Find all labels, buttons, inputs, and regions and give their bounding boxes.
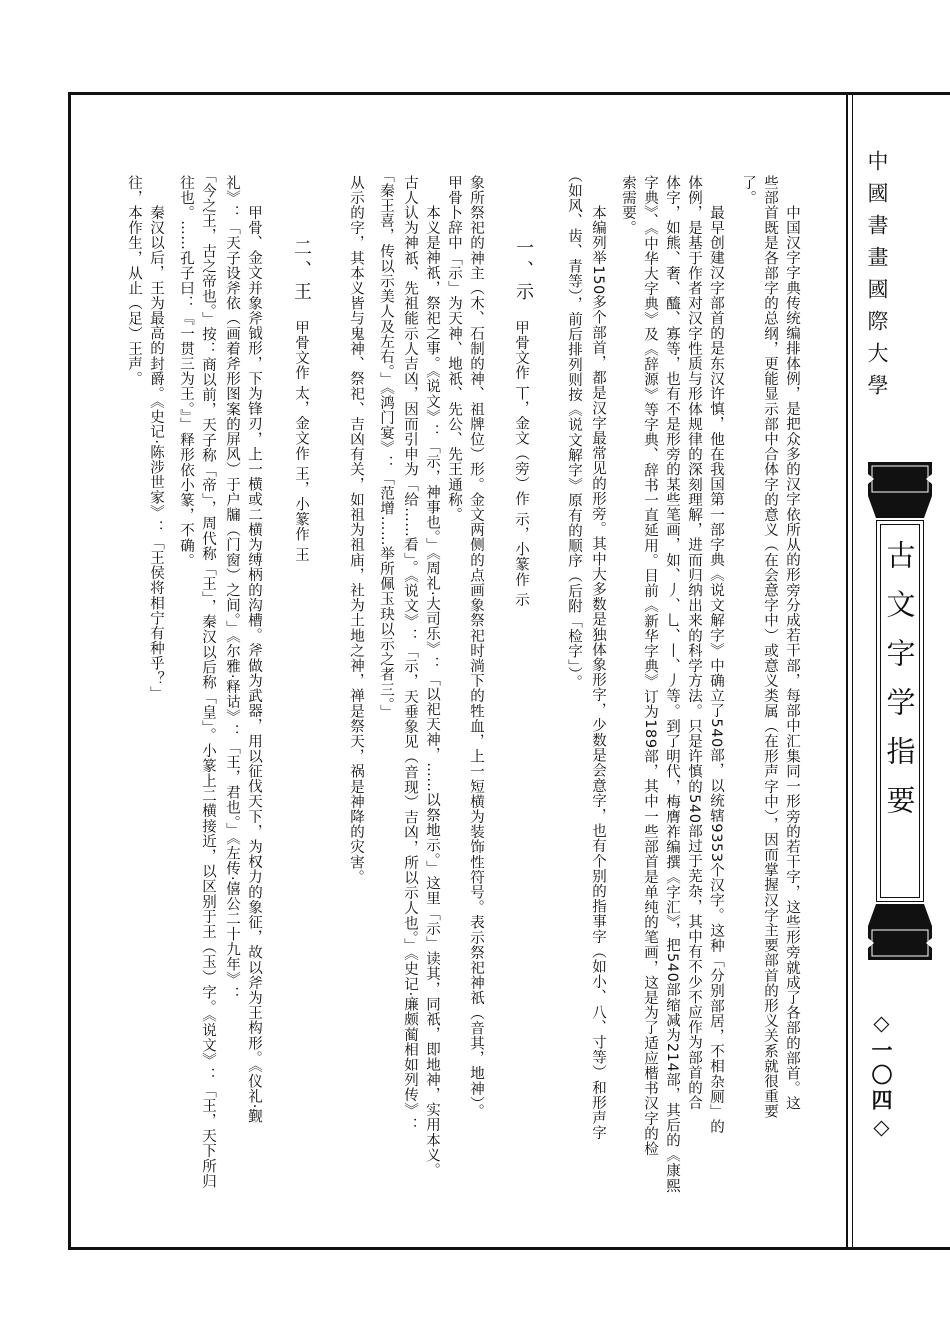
section-heading-wang: 二、王 xyxy=(291,238,312,304)
section1-line-1: 象所祭祀的神主（木、石制的神、祖牌位）形。金文两侧的点画象祭祀时淌下的牲血，上一短横为装饰性符号。表示祭祀神祇（音其，地神）。 xyxy=(468,175,484,1120)
section1-line-6: 从示的字，其本义皆与鬼神、祭祀、吉凶有关，如祖为祖庙，社为土地之神，禅是祭天，祸是神降的灾害。 xyxy=(348,175,364,885)
section2-line-3: 「今之王，古之帝也。」按：商以前，天子称「帝」，周代称「王」，秦汉以后称「皇」。小篆上二横接近，以区别于王（玉）字。《说文》：「王，天下所归 xyxy=(200,168,216,1189)
intro-line-7: 字典》、《中华大字典》及《辞源》等字典、辞书一直延用。目前《新华字典》订为189部，其中一些部首是单纯的笔画，这是为了适应楷书汉字的检 xyxy=(642,175,658,1157)
section2-line-6: 往，本作生，从止（足）王声。 xyxy=(126,175,142,387)
intro-line-2: 些部首既是各部字的总纲，更能显示部中合体字的意义（在会意字中）或意义类属（在形声字中），因而掌握汉字主要部首的形义关系就很重要 xyxy=(762,175,778,1120)
intro-line-4: 最早创建汉字部首的是东汉许慎，他在我国第一部字典《说文解字》中确立了540部，以统辖9353个汉字。这种「分别部居，不相杂厕」的 xyxy=(708,205,724,1135)
book-title: 古文字学指要 xyxy=(882,540,917,834)
university-name: 中國書畫國際大學 xyxy=(865,150,889,406)
section2-line-5: 秦汉以后，王为最高的封爵。《史记·陈涉世家》：「王侯将相宁有种乎？」 xyxy=(148,205,164,702)
side-divider-thin xyxy=(852,92,853,1250)
intro-line-3: 了。 xyxy=(740,175,756,206)
section-forms-shi: 甲骨文作 丅，金文（旁）作 示，小篆作 示 xyxy=(513,320,529,608)
page-number: ◇一〇四◇ xyxy=(869,1010,894,1143)
section1-line-2: 甲骨卜辞中「示」为天神、地祇、先公、先王通称。 xyxy=(446,175,462,523)
intro-line-10: （如风、齿、青等），前后排列则按《说文解字》原有的顺序（后附「检字」）。 xyxy=(566,168,582,690)
side-divider xyxy=(846,92,848,1250)
section1-line-3: 本义是神祇，祭祀之事。《说文》：「示，神事也。」《周礼·大司乐》：「以祀天神，……以祭地示。」这里「示」读其，同祇，即地神，实用本义。 xyxy=(424,205,440,1178)
section1-line-5: 「秦王喜，传以示美人及左右。」《鸿门宴》：「范增……举所佩玉玦以示之者三。」 xyxy=(378,168,394,721)
section2-line-1: 甲骨、金文并象斧钺形，下为锋刃，上一横或二横为缚柄的沟槽。斧做为武器，用以征伐天下，为权力的象征，故以斧为王构形。《仪礼·觐 xyxy=(246,205,262,1125)
section2-line-4: 往也。……孔子曰：『一贯三为王。』」释形依小篆，不确。 xyxy=(178,175,194,569)
intro-line-6: 体字，如熊、奢、醯、寡等，也有不是形旁的某些笔画，如、丿、乚、丨、丿等。到了明代，梅膺祚编撰《字汇》，把540部缩减为214部，其后的《康熙 xyxy=(664,175,680,1194)
section-heading-shi: 一、示 xyxy=(513,238,534,304)
intro-line-9: 本编列举150多个部首，都是汉字最常见的形旁。其中大多数是独体象形字，少数是会意字，也有个别的指事字（如小、八、寸等）和形声字 xyxy=(590,205,606,1141)
banner-ornament-bottom xyxy=(868,904,932,960)
intro-line-5: 体例，是基于作者对汉字性质与形体规律的深刻理解，进而归纳出来的科学方法。只是许慎的540部过于芜杂，其中有不少不应作为部首的合 xyxy=(686,175,702,1111)
section2-line-2: 礼》：「天子设斧依（画着斧形图案的屏风）于户牖（门窗）之间。」《尔雅·释诂》：「王，君也。」《左传·僖公二十九年》： xyxy=(224,175,240,1003)
intro-line-8: 索需要。 xyxy=(620,175,636,236)
banner-ornament-top xyxy=(868,462,932,518)
section1-line-4: 古人认为神祇、先祖能示人吉凶，因而引申为「给……看」。《说文》：「示，天垂象见（音现）吉凶，所以示人也。」《史记·廉颇蔺相如列传》： xyxy=(402,175,418,1133)
intro-line-1: 中国汉字字典传统编排体例，是把众多的汉字依所从的形旁分成若干部，每部中汇集同一形旁的若干字，这些形旁就成了各部的部首。这 xyxy=(784,205,800,1111)
section-forms-wang: 甲骨文作 太，金文作 王，小篆作 王 xyxy=(293,320,309,563)
